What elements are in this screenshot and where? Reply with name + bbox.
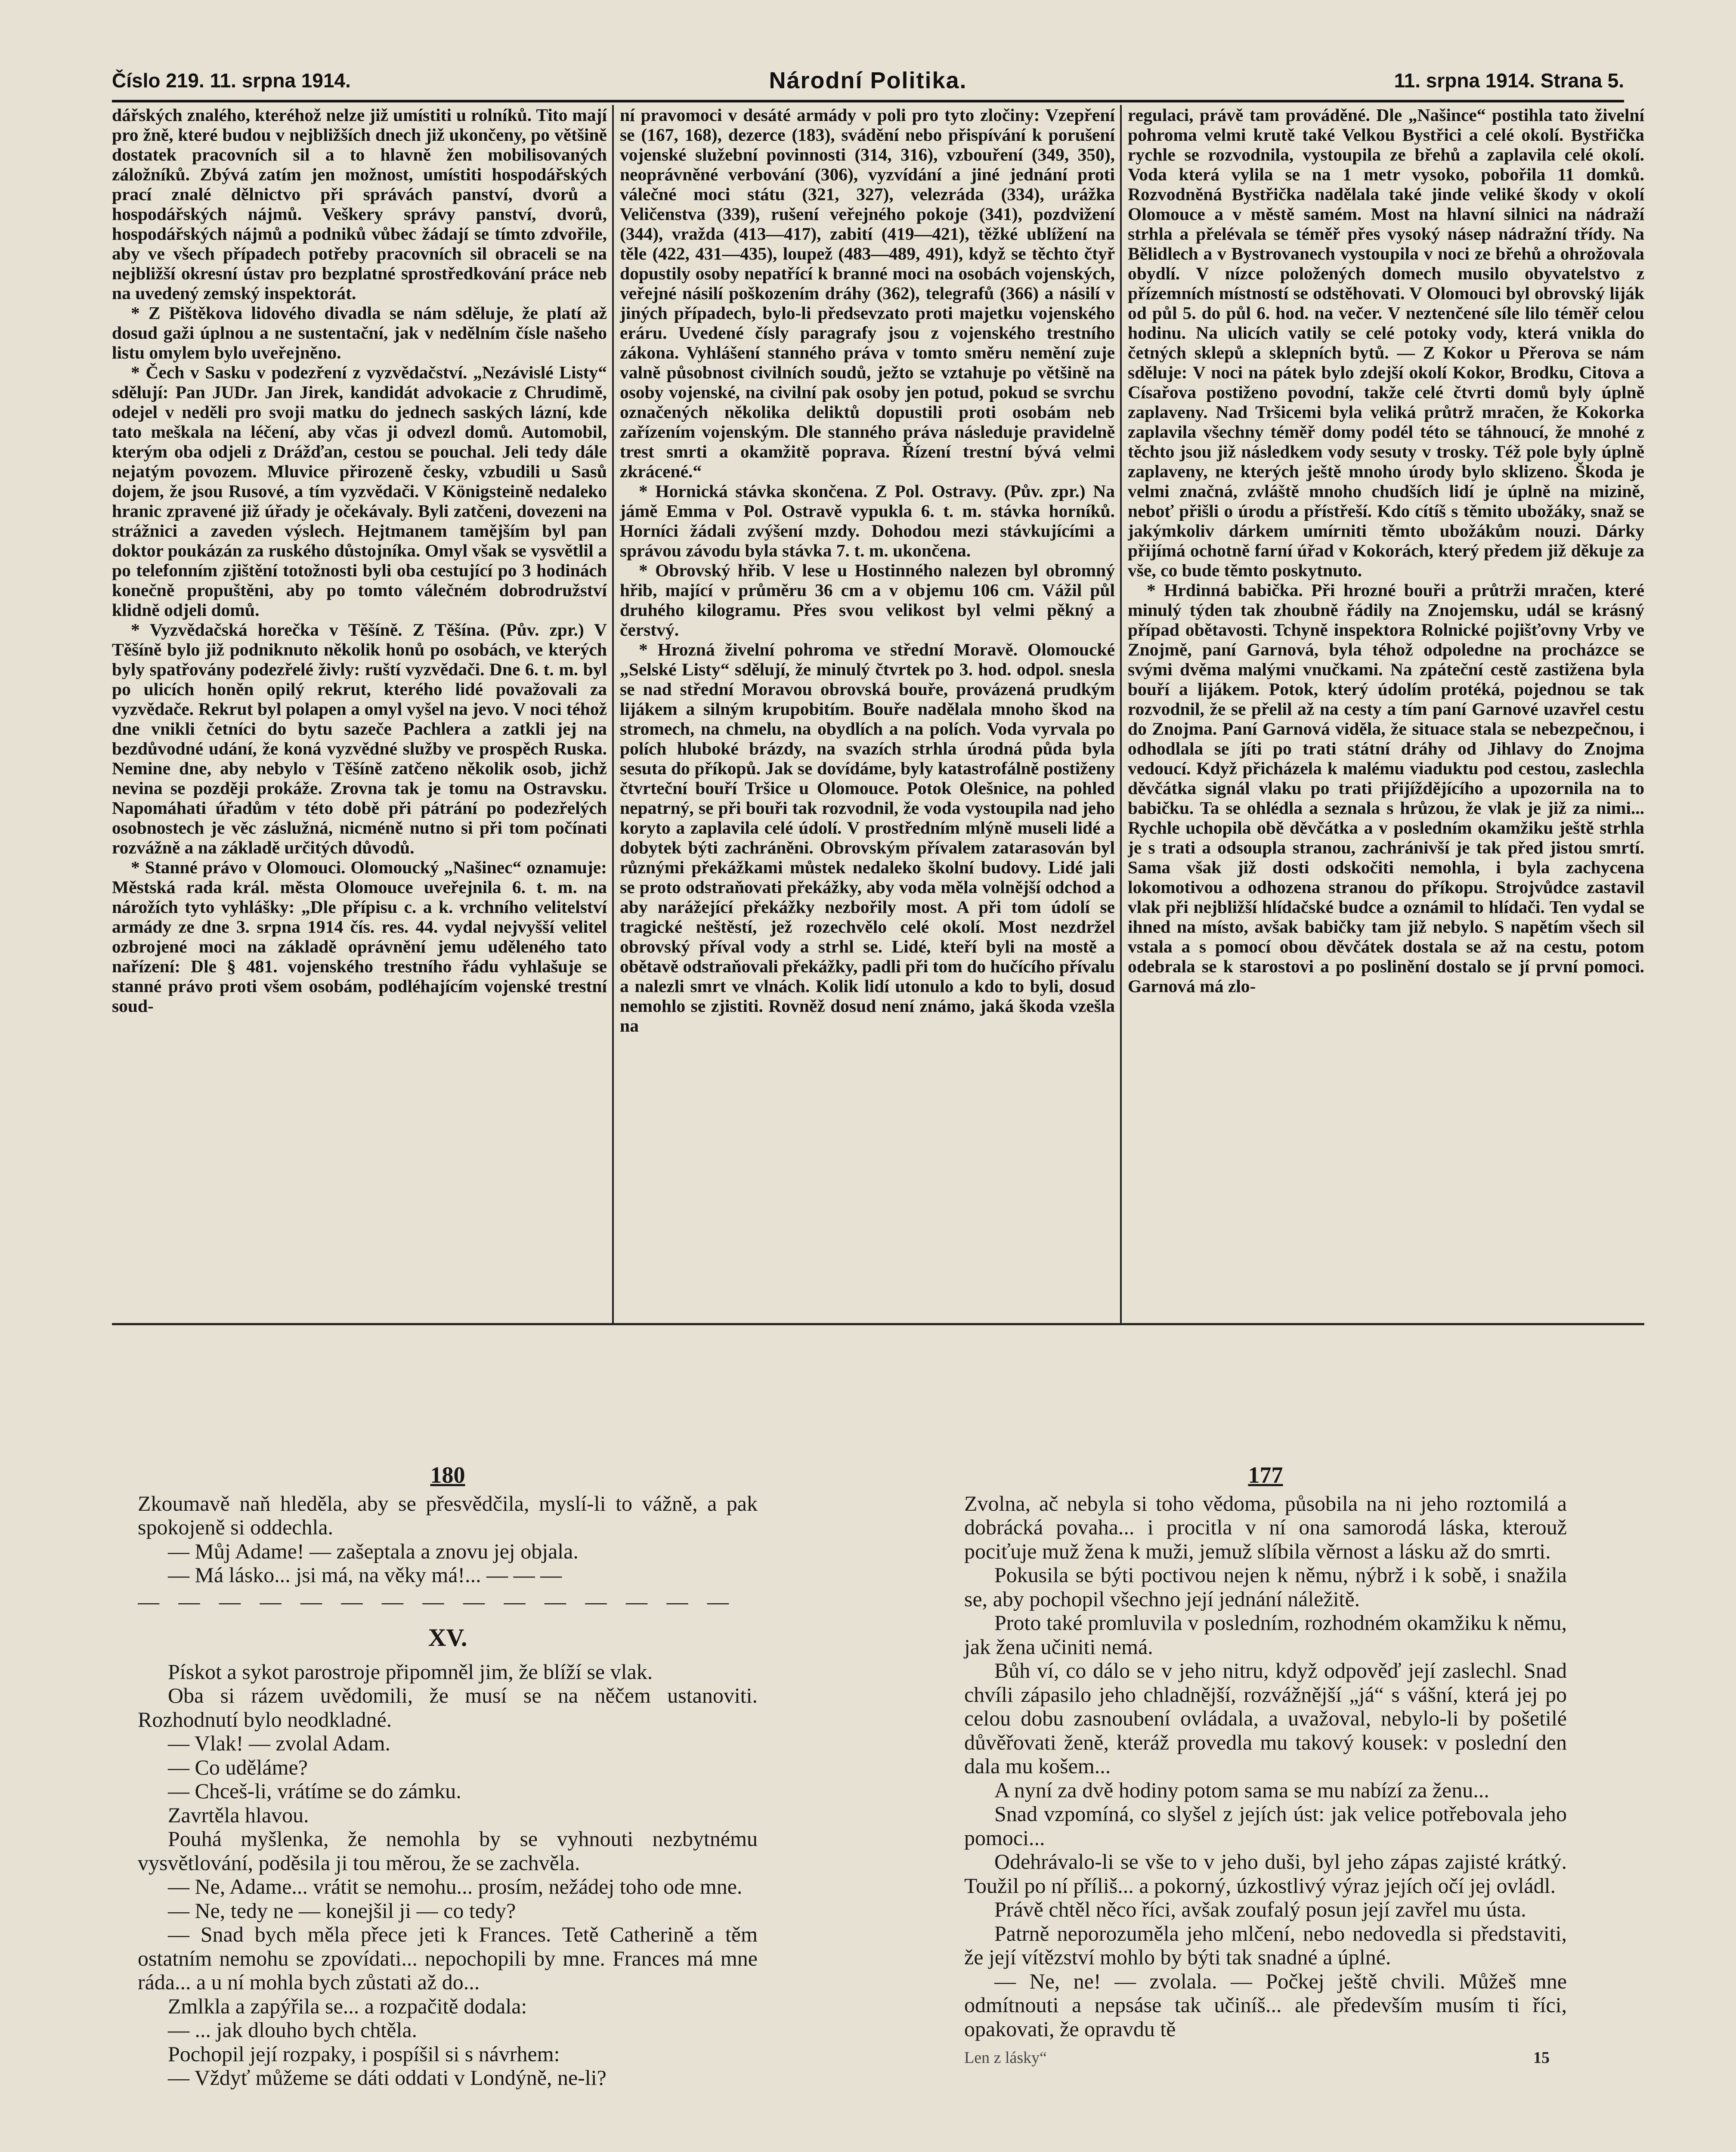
book-paragraph: — Vždyť můžeme se dáti oddati v Londýně, ne-li? [168,2065,607,2090]
book-paragraph: Zkoumavě naň hleděla, aby se přesvědčila, myslí-li to vážně, a pak spokojeně si oddechla. [138,1491,758,1539]
book-paragraph: Pouhá myšlenka, že nemohla by se vyhnouti nezbytnému vysvětlování, poděsila ji tou měrou, že se zachvěla. [138,1827,758,1875]
column-divider [612,105,614,1323]
book-paragraph: Pískot a sykot parostroje připomněl jim, že blíží se vlak. [168,1659,653,1684]
book-paragraph: — Chceš-li, vrátíme se do zámku. [168,1779,461,1803]
paragraph: * Vyzvědačská horečka v Těšíně. Z Těšína. (Pův. zpr.) V Těšíně bylo již podniknuto několik honů po osobách, ve kterých byly spatřovány podezřelé živly: ruští vyzvědači. Dne 6. t. m. byl po ulicích honěn opilý rekrut, kterého lidé považovali za vyzvědače. Rekrut byl polapen a omyl vyšel na jevo. V noci téhož dne vnikli četníci do bytu sazeče Pachlera a zatkli jej na bezdůvodné udání, že koná vyzvědné služby ve prospěch Ruska. Nemine dne, aby nebylo v Těšíně zatčeno několik osob, jichž nevina se později prokáže. Zrovna tak je tomu na Ostravsku. Napomáhati úřadům v této době při pátrání po podezřelých osobnostech je věc záslužná, nicméně nutno si při tom počínati rozvážně a na základě určitých důvodů. [112,620,607,857]
book-paragraph: — ... jak dlouho bych chtěla. [168,2018,418,2042]
chapter-heading: XV. [428,1623,467,1651]
newspaper-columns [112,105,1644,1323]
book-paragraph: — Vlak! — zvolal Adam. [168,1731,391,1755]
paragraph: dářských znalého, kteréhož nelze již umístiti u rolníků. Tito mají pro žně, které budou v nejbližších dnech již ukončeny, po většině dostatek pracovních sil a to hlavně žen mobilisovaných záložníků. Zbývá zatím jen možnost, umístiti hospodářských prací znalé dělnictvo při správách panství, dvorů a hospodářských nájmů. Veškery správy panství, dvorů, hospodářských nájmů a podniků vůbec žádají se tímto zdvořile, aby ve všech případech potřeby pracovních sil obraceli se na nejbližší okresní ústav pro bezplatné sprostředkování práce neb na uvedený zemský inspektorát. [112,105,607,303]
paragraph: * Hornická stávka skončena. Z Pol. Ostravy. (Pův. zpr.) Na jámě Emma v Pol. Ostravě vypukla 6. t. m. stávka horníků. Horníci žádali zvýšení mzdy. Dohodou mezi stávkujícími a správou závodu byla stávka 7. t. m. ukončena. [620,481,1115,560]
page-date-number: 11. srpna 1914. Strana 5. [1394,69,1624,92]
paragraph: * Z Pištěkova lidového divadla se nám sděluje, že platí až dosud gaži úplnou a ne sustentační, jak v nedělním čísle našeho listu omylem bylo uveřejněno. [112,303,607,362]
book-paragraph: — Snad bych měla přece jeti k Frances. Tetě Catherině a těm ostatním nemohu se zpovídati... nepochopili by mne. Frances má mne ráda... a u ní mohla bych zůstati až do... [138,1922,758,1994]
column-1 [112,105,607,1319]
columns-bottom-rule [112,1323,1644,1325]
book-paragraph: Bůh ví, co dálo se v jeho nitru, když odpověď její zaslechl. Snad chvíli zápasilo jeho chladnější, rozvážnější „já“ s vášní, která jej po celou dobu zasnoubení ovládala, a uvažoval, nebylo-li by pošetilé důvěřovati ženě, kteráž provedla mu takový kousek: v poslední den dala mu košem... [964,1658,1567,1778]
book-paragraph: A nyní za dvě hodiny potom sama se mu nabízí za ženu... [994,1778,1489,1802]
paragraph: regulaci, právě tam prováděné. Dle „Našince“ postihla tato živelní pohroma velmi krutě také Velkou Bystřici a celé okolí. Bystřička rychle se rozvodnila, vystoupila ze břehů a zaplavila celé okolí. Voda která vylila se na 1 metr vysoko, pobořila 11 domků. Rozvodněná Bystřička nadělala také jinde veliké škody v okolí Olomouce a v městě samém. Most na hlavní silnici na nádraží strhla a přelévala se téměř přes vysoký násep nádražní třídy. Na Bělidlech a v Bystrovanech vystoupila v noci ze břehů a ohrožovala obydlí. V nízce položených domech musilo obyvatelstvo z přízemních místností se odstěhovati. V Olomouci byl obrovský liják od půl 5. do půl 6. hod. na večer. V neztenčené síle lilo téměř celou hodinu. Na ulicích vatily se celé potoky vody, která vnikla do četných sklepů a sklepních bytů. — Z Kokor u Přerova se nám sděluje: V noci na pátek bylo zdejší okolí Kokor, Brodku, Citova a Císařova postiženo povodní, takže celé čtvrti domů byly úplně zaplaveny. Nad Tršicemi byla veliká průtrž mračen, že Kokorka zaplavila všechny téměř domy podél této se táhnoucí, že mnohé z těchto jsou již následkem vody sesuty v trosky. Též pole byly úplně zaplaveny, ne kterých ještě mnoho úrody bylo sklizeno. Škoda je velmi značná, zvláště mnoho chudších lidí je úplně na mizině, neboť přišli o úrodu a přístřeší. Kdo cítíš s těmito ubožáky, snaž se jakýmkoliv dárkem umírniti těmto ubožákům nouzi. Dárky přijímá ochotně farní úřad v Kokorách, který předem již děkuje za vše, co bude těmto poskytnuto. [1128,105,1644,580]
paragraph: * Stanné právo v Olomouci. Olomoucký „Našinec“ oznamuje: Městská rada král. města Olomouce uveřejnila 6. t. m. na nárožích tyto vyhlášky: „Dle přípisu c. a k. vrchního velitelství armády ze dne 3. srpna 1914 čís. res. 44. vydal nejvyšší velitel ozbrojené moci na základě oprávnění jemu uděleného tato nařízení: Dle § 481. vojenského trestního řádu vyhlašuje se stanné právo proti všem osobám, podléhajícím vojenské trestní soud- [112,857,607,1016]
paragraph: * Čech v Sasku v podezření z vyzvědačství. „Nezávislé Listy“ sdělují: Pan JUDr. Jan Jirek, kandidát advokacie z Chrudimě, odejel v neděli pro svoji matku do jednech saských lázní, kde tato meškala na léčení, aby včas ji odvezl domů. Automobil, kterým oba odjeli z Drážďan, cestou se pouchal. Jeli tedy dále nejatým povozem. Mluvice přirozeně česky, vzbudili u Sasů dojem, že jsou Rusové, a tím vyzvědači. V Königsteině nedaleko hranic zpravené již úřady je očekávaly. Byli zatčeni, dovezeni na strážnici a zaveden výslech. Hejtmanem tamějším byl pan doktor poukázán za ruského důstojníka. Omyl však se vysvětlil a po telefonním zjištění totožnosti byli oba cestující po 3 hodinách konečně propuštěni, aby po tomto válečném dobrodružství klidně odjeli domů. [112,362,607,620]
book-text [138,1492,758,2090]
book-text [964,1492,1567,2041]
book-paragraph: — Ne, Adame... vrátit se nemohu... prosím, nežádej toho ode mne. [168,1874,743,1898]
book-paragraph: — Ne, ne! — zvolala. — Počkej ještě chvili. Můžeš mne odmítnouti a nepsáse tak učiníš... ale především musím ti říci, opakovati, že opravdu tě [964,1969,1567,2041]
paragraph: ní pravomoci v desáté armády v poli pro tyto zločiny: Vzepření se (167, 168), dezerce (183), svádění nebo přispívání k porušení vojenské služební povinnosti (314, 316), vzbouření (349, 350), neoprávněné verbování (306), vyzvídání a jiné jednání proti válečné moci státu (321, 327), velezráda (334), urážka Veličenstva (339), rušení veřejného pokoje (341), pozdvižení (344), vražda (413—417), zabití (419—421), těžké ublížení na těle (422, 431—435), loupež (483—489, 491), když se těchto čtyř dopustily osoby nepatřící k branné moci na osobách vojenských, veřejné násilí poškozením dráhy (362), telegrafů (366) a násilí v jiných případech, bylo-li předsevzato proti majetku vojenského eráru. Uvedené čísly paragrafy jsou z vojenského trestního zákona. Vyhlášení stanného práva v tomto směru nemění zuje valně působnost civilních soudů, ježto se vztahuje po většině na osoby vojenské, na civilní pak osoby jen potud, pokud se svrchu označených několika deliktů dopustili proti osobám neb zařízením vojenským. Dle stanného práva následuje pravidelně trest smrti a okamžitě poprava. Řízení trestní bývá velmi zkrácené.“ [620,105,1115,481]
footer-title: Len z lásky“ [964,2049,1047,2067]
book-paragraph: Právě chtěl něco říci, avšak zoufalý posun její zavřel mu ústa. [994,1897,1526,1921]
book-paragraph: — Má lásko... jsi má, na věky má!... — — — [168,1563,562,1587]
book-footer [964,2046,1567,2070]
book-page-left [138,1463,758,2090]
newspaper-header [112,65,1624,99]
column-3 [1128,105,1644,1319]
book-paragraph: Oba si rázem uvědomili, že musí se na něčem ustanoviti. Rozhodnutí bylo neodkladné. [138,1683,758,1731]
book-paragraph: Odehrávalo-li se vše to v jeho duši, byl jeho zápas zajisté krátký. Toužil po ní příliš... a pokorný, úzkostlivý výraz jejích očí jej ovládl. [964,1849,1567,1898]
book-paragraph: Zmlkla a zapýřila se... a rozpačitě dodala: [168,1994,527,2018]
book-page-right [964,1463,1567,2070]
paragraph: * Hrozná živelní pohroma ve střední Moravě. Olomoucké „Selské Listy“ sdělují, že minulý čtvrtek po 3. hod. odpol. snesla se nad střední Moravou obrovská bouře, provázená prudkým lijákem a silným krupobitím. Bouře nadělala mnoho škod na stromech, na chmelu, na obydlích a na polích. Voda vyrvala po polích hluboké brázdy, na svazích strhla úrodná půda byla sesuta do příkopů. Jak se dovídáme, byly katastrofálně postiženy čtvrteční bouří Tršice u Olomouce. Potok Olešnice, na pohled nepatrný, se při bouři tak rozvodnil, že voda vystoupila nad jeho koryto a zaplavila celé údolí. V prostředním mlýně museli lidé a dobytek býti zachráněni. Obrovským přívalem zatarasován byl různými překážkami můstek nedaleko školní budovy. Lidé jali se proto odstraňovati překážky, aby voda měla volnější odchod a aby narážející překážky nezbořily most. A při tom údolí se tragické neštěstí, jež rozechvělo celé okolí. Most nezdržel obrovský příval vody a strhl se. Lidé, kteří byli na mostě a obětavě odstraňovali překážky, padli při tom do hučícího přívalu a nalezli smrt ve vlnách. Kolik lidí utonulo a kdo to byli, dosud nemohlo se zjistiti. Rovněž dosud není známo, jaká škoda vzešla na [620,640,1115,1036]
page-number: 177 [1248,1462,1283,1488]
issue-number-date: Číslo 219. 11. srpna 1914. [112,69,351,92]
paragraph: * Obrovský hřib. V lese u Hostinného nalezen byl obromný hřib, mající v průměru 36 cm a v objemu 106 cm. Vážil půl druhého kilogramu. Přes svou velikost byl velmi pěkný a čerstvý. [620,560,1115,640]
page-number: 180 [430,1462,465,1488]
book-paragraph: Snad vzpomíná, co slyšel z jejích úst: jak velice potřebovala jeho pomoci... [964,1802,1567,1850]
header-rule [112,100,1624,102]
book-paragraph: Zavrtěla hlavou. [168,1803,309,1827]
newspaper-title: Národní Politika. [769,68,967,93]
book-paragraph: Zvolna, ač nebyla si toho vědoma, působila na ni jeho roztomilá a dobrácká povaha... i procitla v ní ona samorodá láska, kterouž pociťuje muž žena k muži, jemuž slíbila věrnost a lásku až do smrti. [964,1491,1567,1563]
column-divider [1120,105,1122,1323]
book-paragraph: — Můj Adame! — zašeptala a znovu jej objala. [168,1539,579,1563]
book-paragraph: Pokusila se býti poctivou nejen k němu, nýbrž i k sobě, i snažila se, aby pochopil všechno její jednání náležitě. [964,1563,1567,1611]
book-paragraph: Patrně neporozuměla jeho mlčení, nebo nedovedla si představiti, že její vítězství mohlo by býti tak snadné a úplné. [964,1921,1567,1969]
book-paragraph: Proto také promluvila v posledním, rozhodném okamžiku k němu, jak žena učiniti nemá. [964,1611,1567,1659]
paragraph: * Hrdinná babička. Při hrozné bouři a průtrži mračen, které minulý týden tak zhoubně řádily na Znojemsku, udál se krásný případ obětavosti. Tchyně inspektora Rolnické pojišťovny Vrby ve Znojmě, paní Garnová, byla téhož odpoledne na procházce se svými dvěma malými vnučkami. Na zpáteční cestě zastižena byla bouří a lijákem. Potok, který údolím protéká, pojednou se tak rozvodnil, že se přelil až na cesty a tím paní Garnové uzavřel cestu do Znojma. Paní Garnová viděla, že situace stala se nebezpečnou, i odhodlala se jíti po trati státní dráhy od Jihlavy do Znojma vedoucí. Když přicházela k malému viaduktu pod cestou, zaslechla děvčátka signál vlaku po trati přijíždějícího a upozornila na to babičku. Ta se ohlédla a seznala s hrůzou, že vlak je již za nimi... Rychle uchopila obě děvčátka a v posledním okamžiku ještě strhla je s trati a odsoupla stranou, zachránivší je tak před jistou smrtí. Sama však již dosti odskočiti nemohla, i byla zachycena lokomotivou a odhozena stranou do příkopu. Strojvůdce zastavil vlak při nejbližší hlídačské budce a oznámil to hlídači. Ten vydal se ihned na místo, avšak babičky tam již nebylo. S napětím všech sil vstala a s pomocí obou děvčátek dostala se až na cestu, potom odebrala se k starostovi a po poslinění dostalo se jí první pomoci. Garnová má zlo- [1128,580,1644,996]
section-dashes: — — — — — — — — — — — — — — — [138,1589,736,1614]
footer-signature: 15 [1533,2049,1550,2067]
column-2 [620,105,1115,1319]
book-paragraph: — Ne, tedy ne — konejšil ji — co tedy? [168,1898,516,1923]
book-paragraph: Pochopil její rozpaky, i pospíšil si s návrhem: [168,2041,560,2066]
book-paragraph: — Co uděláme? [168,1755,308,1779]
